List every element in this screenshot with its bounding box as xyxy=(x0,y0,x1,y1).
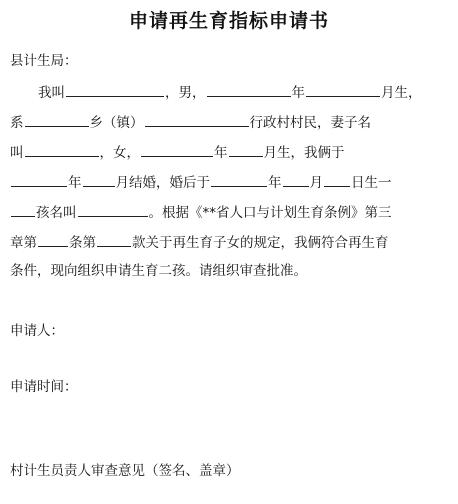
text-segment: 日生一 xyxy=(351,175,392,191)
article-blank[interactable] xyxy=(38,232,68,247)
body-line-3 xyxy=(10,142,345,162)
text-segment: ，男， xyxy=(165,85,206,101)
body-line-1 xyxy=(38,82,422,102)
marriage-month-blank[interactable] xyxy=(83,172,115,187)
body-line-2 xyxy=(10,112,371,132)
text-segment: 月结婚，婚后于 xyxy=(115,175,210,191)
text-segment: 叫 xyxy=(10,145,24,161)
text-segment: 月生， xyxy=(381,85,422,101)
child-name-blank[interactable] xyxy=(78,202,148,217)
text-segment: 孩名叫 xyxy=(36,205,77,221)
body-line-5 xyxy=(10,202,392,222)
date-label: 申请时间： xyxy=(10,379,78,395)
birth-year-blank[interactable] xyxy=(207,82,291,97)
text-segment: 年 xyxy=(214,145,228,161)
text-segment: 我叫 xyxy=(38,85,65,101)
body-line-4 xyxy=(10,172,392,192)
text-segment: 系 xyxy=(10,115,24,131)
text-segment: 年 xyxy=(68,175,82,191)
text-segment: 乡（镇） xyxy=(89,115,144,131)
birth-month-blank[interactable] xyxy=(306,82,380,97)
village-blank[interactable] xyxy=(145,112,249,127)
wife-birth-month-blank[interactable] xyxy=(229,142,263,157)
text-segment: ，女， xyxy=(99,145,140,161)
wife-birth-year-blank[interactable] xyxy=(141,142,213,157)
text-segment: 。根据《**省人口与计划生育条例》第三 xyxy=(148,205,392,221)
text-segment: 月 xyxy=(309,175,323,191)
text-segment: 章第 xyxy=(10,235,37,251)
child-birth-month-blank[interactable] xyxy=(283,172,309,187)
salutation: 县计生局： xyxy=(10,53,78,69)
child-birth-year-blank[interactable] xyxy=(211,172,267,187)
name-blank[interactable] xyxy=(66,82,164,97)
child-gender-blank[interactable] xyxy=(11,202,35,217)
text-segment: 年 xyxy=(291,85,305,101)
body-line-6 xyxy=(10,232,389,252)
wife-name-blank[interactable] xyxy=(25,142,99,157)
text-segment: 行政村村民，妻子名 xyxy=(249,115,371,131)
body-line-7: 条件，现向组织申请生育二孩。请组织审查批准。 xyxy=(10,263,307,279)
text-segment: 月生，我俩于 xyxy=(263,145,345,161)
township-blank[interactable] xyxy=(25,112,89,127)
text-segment: 款关于再生育子女的规定，我俩符合再生育 xyxy=(132,235,389,251)
clause-blank[interactable] xyxy=(97,232,131,247)
text-segment: 条第 xyxy=(69,235,96,251)
marriage-year-blank[interactable] xyxy=(11,172,67,187)
review-label: 村计生员责人审查意见（签名、盖章） xyxy=(10,463,240,479)
applicant-label: 申请人： xyxy=(10,323,64,339)
child-birth-day-blank[interactable] xyxy=(324,172,350,187)
text-segment: 年 xyxy=(268,175,282,191)
document-title: 申请再生育指标申请书 xyxy=(128,10,329,32)
